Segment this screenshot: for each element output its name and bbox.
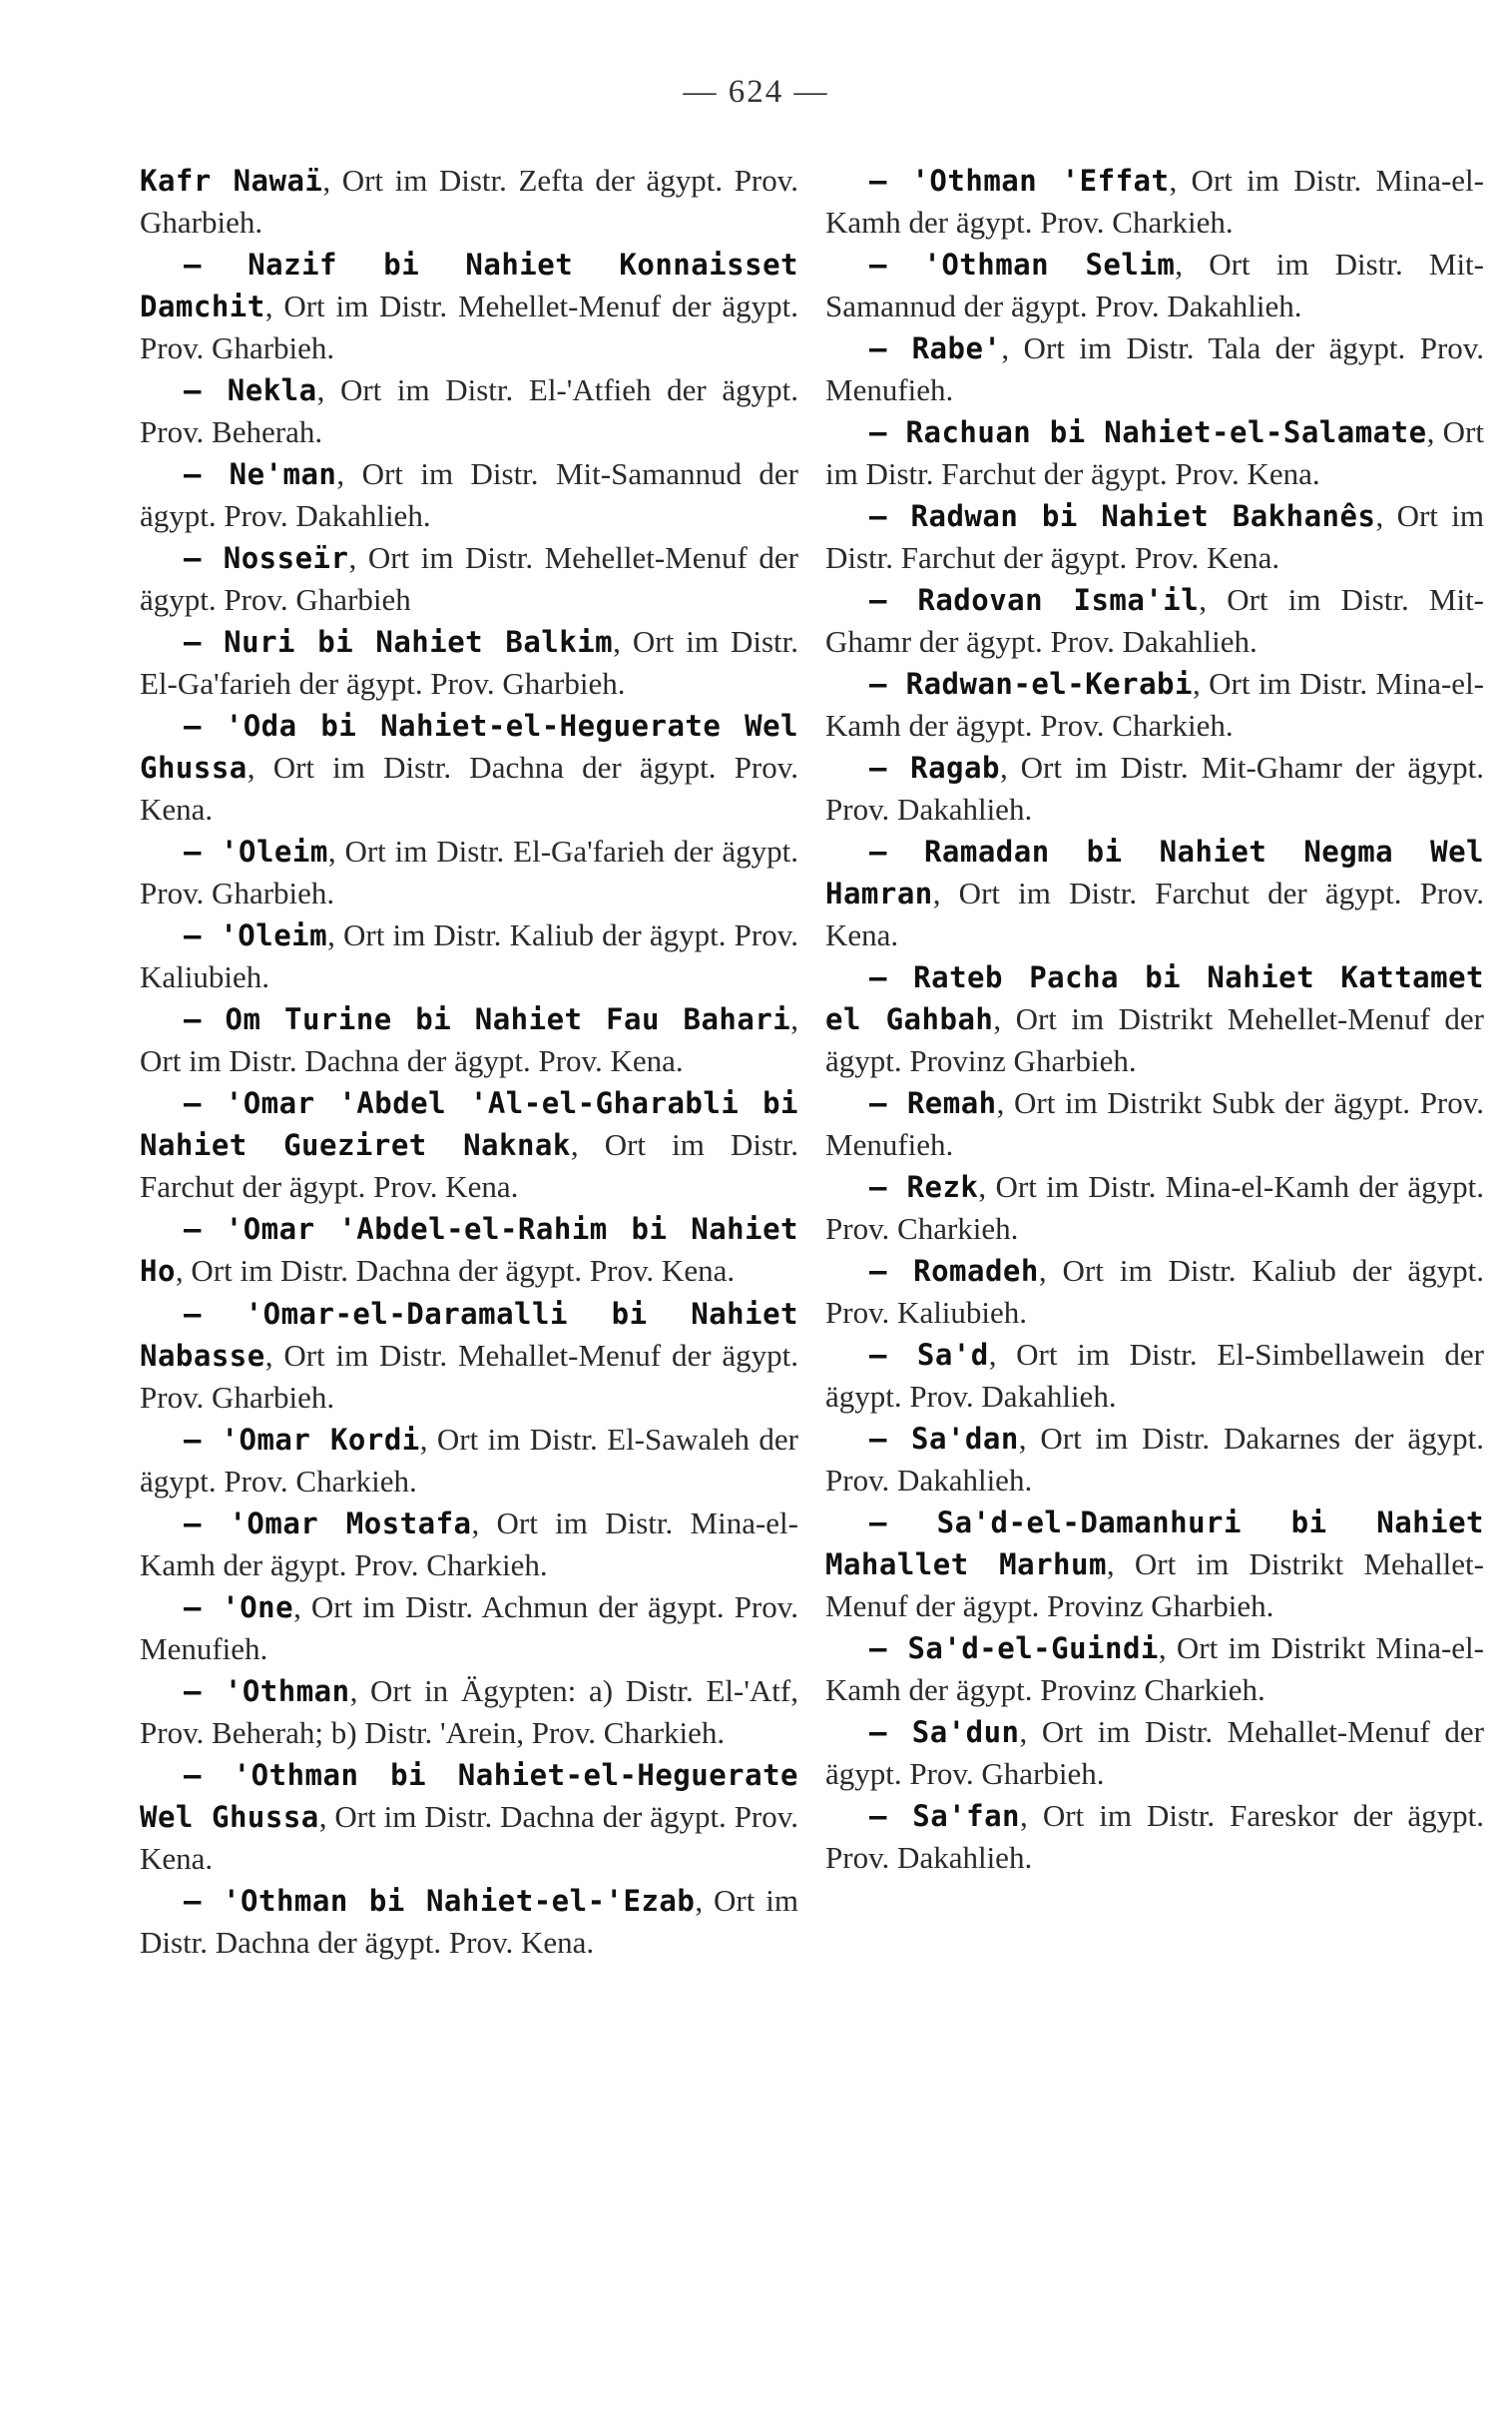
gazetteer-entry bbox=[825, 160, 1484, 243]
gazetteer-entry bbox=[825, 1334, 1484, 1417]
gazetteer-entry bbox=[825, 244, 1484, 326]
entry-description: , Ort im Distr. Kaliub der ägypt. Prov. Kaliubieh. bbox=[140, 917, 798, 994]
gazetteer-entry bbox=[825, 956, 1484, 1081]
entry-headword: — 'Othman Selim bbox=[869, 248, 1176, 282]
entry-headword: — Sa'dan bbox=[869, 1422, 1019, 1456]
entry-headword: — Rabe' bbox=[869, 331, 1002, 365]
entry-description: , Ort im Distrikt Subk der ägypt. Prov. Menufieh. bbox=[825, 1085, 1484, 1162]
gazetteer-entry bbox=[825, 1082, 1484, 1165]
entry-description: , Ort im Distr. Dachna der ägypt. Prov. Kena. bbox=[140, 1799, 798, 1876]
entry-description: , Ort im Distr. Mehallet-Menuf der ägypt. Prov. Gharbieh. bbox=[825, 1714, 1484, 1791]
entry-description: , Ort im Distr. Mit-Samannud der ägypt. Prov. Dakahlieh. bbox=[825, 247, 1484, 323]
entry-headword: — Sa'd-el-Damanhuri bi Nahiet Mahallet Marhum bbox=[825, 1506, 1484, 1581]
entry-description: , Ort im Distr. Mina-el-Kamh der ägypt. Prov. Charkieh. bbox=[140, 1506, 798, 1582]
gazetteer-entry bbox=[825, 327, 1484, 410]
entry-description: , Ort im Distr. Mina-el-Kamh der ägypt. Prov. Charkieh. bbox=[825, 1169, 1484, 1246]
gazetteer-entry bbox=[825, 1250, 1484, 1333]
entry-headword: — 'Omar 'Abdel 'Al-el-Gharabli bi Nahiet Gueziret Naknak bbox=[140, 1086, 798, 1162]
entry-description: , Ort im Distr. Mit-Ghamr der ägypt. Prov. Dakahlieh. bbox=[825, 582, 1485, 659]
entry-description: , Ort im Distr. Mina-el-Kamh der ägypt. Prov. Charkieh. bbox=[825, 666, 1484, 743]
gazetteer-entry bbox=[140, 369, 798, 452]
gazetteer-entry bbox=[140, 1419, 798, 1502]
gazetteer-entry bbox=[140, 1208, 798, 1292]
entry-description: , Ort im Distr. Mehellet-Menuf der ägypt. Prov. Gharbieh bbox=[140, 540, 798, 617]
gazetteer-entry bbox=[140, 1082, 798, 1207]
entry-description: , Ort im Distr. Dachna der ägypt. Prov. Kena. bbox=[140, 750, 798, 827]
gazetteer-entry bbox=[140, 1754, 798, 1879]
entry-headword: — Sa'fan bbox=[869, 1799, 1021, 1833]
entry-headword: — 'Oleim bbox=[184, 835, 328, 869]
entry-description: , Ort im Distr. Mina-el-Kamh der ägypt. Prov. Charkieh. bbox=[825, 163, 1484, 240]
entry-description: , Ort im Distr. Tala der ägypt. Prov. Menufieh. bbox=[825, 330, 1485, 407]
gazetteer-entry bbox=[825, 747, 1484, 830]
entry-headword: — 'Othman 'Effat bbox=[869, 164, 1170, 198]
entry-headword: — 'One bbox=[184, 1590, 294, 1624]
entry-description: , Ort im Distr. El-'Atfieh der ägypt. Prov. Beherah. bbox=[140, 372, 798, 449]
gazetteer-entry bbox=[825, 495, 1484, 578]
entry-description: , Ort im Distr. Zefta der ägypt. Prov. Gharbieh. bbox=[140, 163, 798, 240]
left-column bbox=[140, 160, 798, 1964]
entry-headword: — Ne'man bbox=[184, 457, 337, 491]
entry-headword: — Om Turine bi Nahiet Fau Bahari bbox=[184, 1002, 791, 1036]
entry-headword: — 'Othman bi Nahiet-el-Heguerate Wel Ghussa bbox=[140, 1758, 798, 1834]
gazetteer-entry bbox=[825, 1627, 1484, 1710]
gazetteer-entry bbox=[140, 621, 798, 704]
entry-description: , Ort im Distr. Achmun der ägypt. Prov. Menufieh. bbox=[140, 1589, 798, 1666]
gazetteer-entry bbox=[825, 411, 1484, 494]
gazetteer-entry bbox=[140, 705, 798, 830]
gazetteer-entry bbox=[140, 998, 798, 1081]
entry-headword: — 'Omar-el-Daramalli bi Nahiet Nabasse bbox=[140, 1297, 798, 1373]
entry-description: , Ort im Distr. El-Sawaleh der ägypt. Prov. Charkieh. bbox=[140, 1422, 798, 1499]
entry-description: , Ort im Distr. Kaliub der ägypt. Prov. Kaliubieh. bbox=[825, 1253, 1484, 1330]
gazetteer-entry bbox=[140, 453, 798, 536]
entry-description: , Ort im Distrikt Mehallet-Menuf der ägypt. Provinz Gharbieh. bbox=[825, 1546, 1484, 1623]
entry-description: , Ort in Ägypten: a) Distr. El-'Atf, Prov. Beherah; b) Distr. 'Arein, Prov. Charkieh. bbox=[140, 1673, 798, 1750]
entry-headword: — Rezk bbox=[869, 1170, 979, 1204]
entry-headword: — 'Omar Mostafa bbox=[184, 1506, 472, 1540]
entry-description: , Ort im Distr. Farchut der ägypt. Prov. Kena. bbox=[825, 498, 1484, 575]
gazetteer-entry bbox=[825, 579, 1484, 662]
gazetteer-entry bbox=[140, 1880, 798, 1963]
right-column bbox=[825, 160, 1484, 1879]
gazetteer-entry bbox=[140, 537, 798, 620]
entry-headword: — 'Oda bi Nahiet-el-Heguerate Wel Ghussa bbox=[140, 709, 798, 785]
gazetteer-entry bbox=[140, 1503, 798, 1585]
gazetteer-entry bbox=[825, 831, 1484, 955]
entry-description: , Ort im Distr. El-Simbellawein der ägypt. Prov. Dakahlieh. bbox=[825, 1337, 1484, 1414]
entry-description: , Ort im Distr. Mit-Samannud der ägypt. Prov. Dakahlieh. bbox=[140, 456, 798, 533]
entry-description: , Ort im Distr. Mehellet-Menuf der ägypt. Prov. Gharbieh. bbox=[140, 289, 798, 365]
entry-headword: — Radovan Isma'il bbox=[869, 583, 1200, 617]
entry-headword: — Rateb Pacha bi Nahiet Kattamet el Gahbah bbox=[825, 960, 1484, 1036]
gazetteer-entry bbox=[140, 914, 798, 997]
entry-description: , Ort im Distr. Fareskor der ägypt. Prov. Dakahlieh. bbox=[825, 1798, 1484, 1875]
entry-headword: Kafr Nawaï bbox=[140, 164, 323, 198]
entry-description: , Ort im Distr. Farchut der ägypt. Prov. Kena. bbox=[140, 1127, 798, 1204]
entry-headword: — Radwan-el-Kerabi bbox=[869, 667, 1193, 701]
entry-headword: — Sa'dun bbox=[869, 1715, 1020, 1749]
entry-description: , Ort im Distrikt Mehellet-Menuf der ägypt. Provinz Gharbieh. bbox=[825, 1001, 1484, 1078]
entry-headword: — Sa'd-el-Guindi bbox=[869, 1631, 1159, 1665]
entry-headword: — 'Othman bi Nahiet-el-'Ezab bbox=[184, 1884, 696, 1918]
gazetteer-entry bbox=[825, 1795, 1484, 1878]
entry-headword: — 'Omar Kordi bbox=[184, 1423, 420, 1457]
entry-description: , Ort im Distr. Dachna der ägypt. Prov. Kena. bbox=[175, 1253, 736, 1288]
entry-headword: — 'Omar 'Abdel-el-Rahim bi Nahiet Ho bbox=[140, 1212, 798, 1288]
gazetteer-entry bbox=[825, 1711, 1484, 1794]
gazetteer-entry bbox=[825, 663, 1484, 746]
entry-description: , Ort im Distr. El-Ga'farieh der ägypt. Prov. Gharbieh. bbox=[140, 834, 798, 910]
gazetteer-entry bbox=[140, 244, 798, 368]
entry-description: , Ort im Distr. Dachna der ägypt. Prov. Kena. bbox=[140, 1001, 798, 1078]
entry-headword: — 'Oleim bbox=[184, 918, 328, 952]
gazetteer-entry bbox=[825, 1502, 1484, 1626]
entry-description: , Ort im Distr. Mit-Ghamr der ägypt. Prov. Dakahlieh. bbox=[825, 750, 1484, 827]
entry-description: , Ort im Distrikt Mina-el-Kamh der ägypt. Provinz Charkieh. bbox=[825, 1630, 1484, 1707]
entry-headword: — Ramadan bi Nahiet Negma Wel Hamran bbox=[825, 835, 1484, 910]
entry-headword: — Nosseïr bbox=[184, 541, 349, 575]
entry-headword: — Nazif bi Nahiet Konnaisset Damchit bbox=[140, 248, 798, 323]
entry-headword: — Rachuan bi Nahiet-el-Salamate bbox=[869, 415, 1427, 449]
entry-headword: — Nekla bbox=[184, 373, 317, 407]
entry-description: , Ort im Distr. Farchut der ägypt. Prov. Kena. bbox=[825, 876, 1484, 952]
entry-headword: — Remah bbox=[869, 1086, 997, 1120]
gazetteer-entry bbox=[825, 1166, 1484, 1249]
entry-headword: — Romadeh bbox=[869, 1254, 1039, 1288]
gazetteer-entry bbox=[140, 1670, 798, 1753]
gazetteer-entry bbox=[825, 1418, 1484, 1501]
gazetteer-entry bbox=[140, 160, 798, 243]
gazetteer-entry bbox=[140, 1293, 798, 1418]
page-number: — 624 — bbox=[683, 74, 829, 110]
entry-headword: — 'Othman bbox=[184, 1674, 350, 1708]
entry-headword: — Ragab bbox=[869, 751, 1000, 785]
entry-headword: — Sa'd bbox=[869, 1338, 989, 1372]
entry-description: , Ort im Distr. El-Ga'farieh der ägypt. Prov. Gharbieh. bbox=[140, 624, 798, 701]
gazetteer-entry bbox=[140, 1586, 798, 1669]
entry-description: , Ort im Distr. Mehallet-Menuf der ägypt. Prov. Gharbieh. bbox=[140, 1338, 798, 1415]
entry-description: , Ort im Distr. Farchut der ägypt. Prov. Kena. bbox=[825, 414, 1484, 491]
entry-headword: — Radwan bi Nahiet Bakhanês bbox=[869, 499, 1376, 533]
entry-description: , Ort im Distr. Dachna der ägypt. Prov. Kena. bbox=[140, 1883, 798, 1960]
gazetteer-entry bbox=[140, 831, 798, 913]
entry-headword: — Nuri bi Nahiet Balkim bbox=[184, 625, 614, 659]
entry-description: , Ort im Distr. Dakarnes der ägypt. Prov. Dakahlieh. bbox=[825, 1421, 1484, 1498]
